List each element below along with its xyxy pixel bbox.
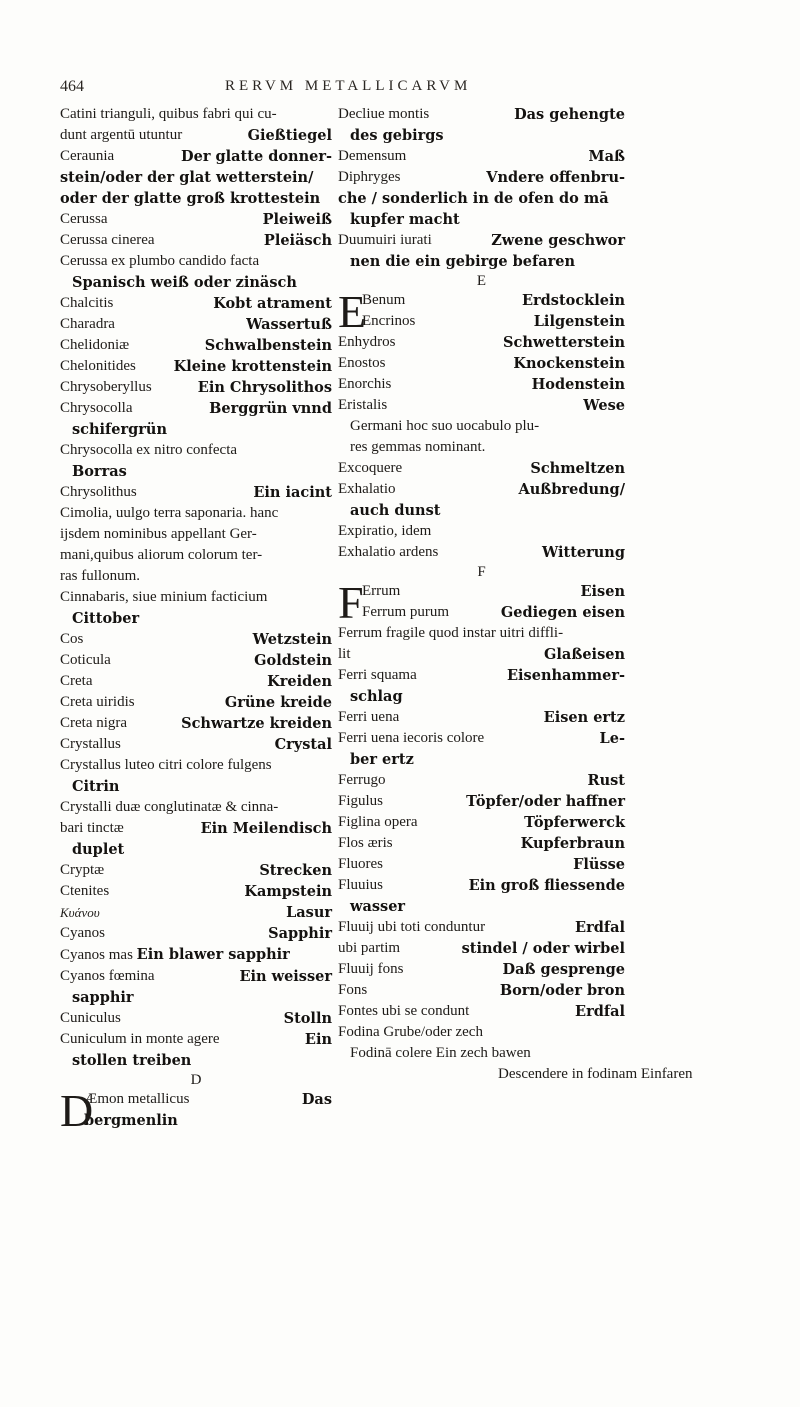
drop-cap-entry <box>338 286 625 353</box>
entry-line <box>338 644 625 665</box>
latin-term: Ferri uena iecoris colore <box>338 730 485 746</box>
entry-line <box>338 353 625 374</box>
entry-line: Ferrum fragile quod instar uitri diffli- <box>338 625 564 641</box>
drop-cap-entry <box>60 1085 332 1136</box>
entry-line <box>60 230 332 251</box>
entry-line <box>338 458 625 479</box>
latin-term: Duumuiri iurati <box>338 232 432 248</box>
german-term: Hodenstein <box>531 376 625 393</box>
entry-line <box>60 650 332 671</box>
german-continuation: sapphir <box>72 989 134 1006</box>
entry-line <box>60 944 332 966</box>
german-term: Vndere offenbru- <box>486 169 625 186</box>
entry-line <box>338 959 625 980</box>
entry-line <box>338 980 625 1001</box>
german-term: Ein blawer sapphir <box>136 946 290 963</box>
section-letter: E <box>476 273 487 289</box>
german-term: Strecken <box>259 862 332 879</box>
german-term: Stolln <box>283 1010 332 1027</box>
german-continuation: auch dunst <box>350 502 441 519</box>
german-term: Ein groß fliessende <box>468 877 625 894</box>
german-term: Wetzstein <box>252 631 332 648</box>
entry-line <box>338 707 625 728</box>
latin-term: Cerussa <box>60 211 108 227</box>
german-term: Schwalbenstein <box>204 337 332 354</box>
german-term: Goldstein <box>254 652 332 669</box>
entry-line <box>60 1008 332 1029</box>
latin-term: Enorchis <box>338 376 392 392</box>
entry-line <box>60 146 332 167</box>
entry-line: Fodina Grube/oder zech <box>338 1024 483 1040</box>
entry-line <box>338 479 625 500</box>
latin-term: Chrysolithus <box>60 484 137 500</box>
latin-term: Creta uiridis <box>60 694 135 710</box>
drop-cap: F <box>338 577 364 628</box>
german-continuation: kupfer macht <box>350 211 460 228</box>
german-term: Ein Meilendisch <box>200 820 332 837</box>
german-continuation: ber ertz <box>350 751 414 768</box>
entry-line <box>60 125 332 146</box>
latin-term: Benum <box>362 292 406 308</box>
entry-line <box>60 818 332 839</box>
entry-line <box>60 692 332 713</box>
german-term: Sapphir <box>268 925 332 942</box>
latin-term: Diphryges <box>338 169 401 185</box>
entry-line <box>338 770 625 791</box>
running-title: RERVM METALLICARVM <box>225 78 472 94</box>
latin-term: Fluuij ubi toti conduntur <box>338 919 486 935</box>
german-term: Born/oder bron <box>499 982 625 999</box>
entry-line <box>60 629 332 650</box>
german-term: Erdstocklein <box>521 292 625 309</box>
entry-line <box>338 230 625 251</box>
entry-line: Cimolia, uulgo terra saponaria. hanc <box>60 505 279 521</box>
german-term: Rust <box>587 772 625 789</box>
latin-term: Chelidoniæ <box>60 337 130 353</box>
section-letter: D <box>190 1072 202 1088</box>
german-continuation: des gebirgs <box>350 127 444 144</box>
entry-line <box>338 332 625 353</box>
entry-line <box>60 356 332 377</box>
entry-line: Crystallus luteo citri colore fulgens <box>60 757 272 773</box>
german-term: Knockenstein <box>513 355 625 372</box>
latin-term: Decliue montis <box>338 106 430 122</box>
latin-term: Chalcitis <box>60 295 114 311</box>
latin-term: Charadra <box>60 316 115 332</box>
german-term: Kreiden <box>267 673 332 690</box>
drop-cap-entry <box>338 577 625 628</box>
latin-term: bari tinctæ <box>60 820 124 836</box>
latin-term: lit <box>338 646 351 662</box>
german-term: Lasur <box>286 904 332 921</box>
entry-line: Germani hoc suo uocabulo plu- <box>350 418 540 434</box>
latin-term: Cuniculus <box>60 1010 121 1026</box>
latin-term: dunt argentū utuntur <box>60 127 183 143</box>
section-letter: F <box>477 564 486 580</box>
latin-term: Chrysocolla <box>60 400 133 416</box>
german-term: Schwartze kreiden <box>181 715 332 732</box>
german-term: Erdfal <box>575 1003 625 1020</box>
german-term: Eisen <box>580 583 625 600</box>
latin-term: Ceraunia <box>60 148 115 164</box>
german-term: Eisenhammer- <box>507 667 625 684</box>
entry-line <box>338 374 625 395</box>
right-column <box>338 104 693 1085</box>
page-header <box>60 78 620 104</box>
entry-line <box>338 1001 625 1022</box>
entry-line <box>60 293 332 314</box>
latin-term: Ferrum purum <box>362 604 450 620</box>
german-term: Glaßeisen <box>544 646 625 663</box>
latin-term: Creta <box>60 673 93 689</box>
german-term: Flüsse <box>573 856 625 873</box>
entry-line <box>338 290 625 311</box>
latin-term: Ctenites <box>60 883 110 899</box>
entry-line <box>338 665 625 686</box>
greek-term: Κυάνου <box>60 905 100 920</box>
german-continuation: wasser <box>350 898 406 915</box>
latin-term: Cerussa cinerea <box>60 232 155 248</box>
entry-line <box>338 542 625 563</box>
latin-term: Figulus <box>338 793 384 809</box>
latin-term: Encrinos <box>362 313 416 329</box>
german-term: Le- <box>599 730 625 747</box>
entry-line <box>338 854 625 875</box>
latin-term: Exhalatio ardens <box>338 544 439 560</box>
german-term: Außbredung/ <box>518 481 625 498</box>
latin-term: Æmon metallicus <box>84 1091 190 1107</box>
latin-term: Demensum <box>338 148 407 164</box>
german-term: Gediegen eisen <box>500 604 625 621</box>
entry-line <box>60 335 332 356</box>
entry-line <box>60 314 332 335</box>
latin-term: Fluuius <box>338 877 384 893</box>
german-continuation: nen die ein gebirge befaren <box>350 253 576 270</box>
german-continuation: che / sonderlich in de ofen do mā <box>338 190 609 207</box>
entry-line: Chrysocolla ex nitro confecta <box>60 442 238 458</box>
german-term: Ein iacint <box>253 484 332 501</box>
german-term: Pleiäsch <box>263 232 332 249</box>
german-term: Ein Chrysolithos <box>197 379 332 396</box>
latin-term: Cryptæ <box>60 862 105 878</box>
latin-term: Cyanos <box>60 925 105 941</box>
entry-line <box>60 860 332 881</box>
german-term: stindel / oder wirbel <box>461 940 625 957</box>
entry-line <box>338 104 625 125</box>
german-term: Kupferbraun <box>520 835 625 852</box>
german-continuation: Spanisch weiß oder zinäsch <box>72 274 297 291</box>
drop-cap: E <box>338 286 367 337</box>
german-term: Crystal <box>274 736 332 753</box>
entry-line <box>60 671 332 692</box>
german-continuation: Cittober <box>72 610 140 627</box>
entry-line <box>60 902 332 923</box>
german-term: Kobt atrament <box>213 295 332 312</box>
latin-term: Flos æris <box>338 835 393 851</box>
entry-line <box>60 923 332 944</box>
latin-term: Coticula <box>60 652 111 668</box>
german-continuation: stein/oder der glat wetterstein/ <box>60 169 314 186</box>
latin-term: Crystallus <box>60 736 121 752</box>
german-term: Lilgenstein <box>533 313 625 330</box>
entry-line <box>338 581 625 602</box>
german-term: Kampstein <box>244 883 332 900</box>
entry-line <box>338 938 625 959</box>
entry-line <box>60 966 332 987</box>
latin-term: Figlina opera <box>338 814 418 830</box>
entry-line <box>338 812 625 833</box>
latin-term: Exhalatio <box>338 481 396 497</box>
german-term: Pleiweiß <box>262 211 332 228</box>
latin-term: Chrysoberyllus <box>60 379 152 395</box>
left-column <box>60 104 332 1136</box>
entry-line: Cinnabaris, siue minium facticium <box>60 589 268 605</box>
entry-line: Descendere in fodinam Einfaren <box>498 1066 693 1082</box>
entry-line: ijsdem nominibus appellant Ger- <box>60 526 257 542</box>
german-term: Witterung <box>541 544 625 561</box>
german-continuation: bergmenlin <box>84 1112 178 1129</box>
entry-line: Expiratio, idem <box>338 523 432 539</box>
german-term: Kleine krottenstein <box>173 358 332 375</box>
entry-line <box>338 311 625 332</box>
german-term: Maß <box>588 148 625 165</box>
latin-term: Ferrugo <box>338 772 386 788</box>
latin-term: Chelonitides <box>60 358 136 374</box>
page-number: 464 <box>60 78 84 95</box>
german-term: Gießtiegel <box>247 127 332 144</box>
entry-line <box>338 395 625 416</box>
german-term: Eisen ertz <box>543 709 625 726</box>
latin-term: Fons <box>338 982 368 998</box>
latin-term: Fluores <box>338 856 383 872</box>
german-continuation: schifergrün <box>72 421 168 438</box>
entry-line <box>60 734 332 755</box>
entry-line <box>338 917 625 938</box>
latin-term: Cyanos mas <box>60 947 137 963</box>
german-continuation: schlag <box>350 688 403 705</box>
latin-term: ubi partim <box>338 940 401 956</box>
latin-term: Fontes ubi se condunt <box>338 1003 470 1019</box>
german-term: Das <box>301 1091 332 1108</box>
entry-line: Catini trianguli, quibus fabri qui cu- <box>60 106 277 122</box>
german-continuation: duplet <box>72 841 125 858</box>
entry-line <box>60 1089 332 1110</box>
entry-line <box>338 833 625 854</box>
entry-line: Crystalli duæ conglutinatæ & cinna- <box>60 799 279 815</box>
german-term: Zwene geschwor <box>491 232 625 249</box>
entry-line <box>338 146 625 167</box>
german-term: Das gehengte <box>514 106 625 123</box>
german-term: Ein weisser <box>239 968 332 985</box>
latin-term: Enostos <box>338 355 386 371</box>
german-term: Grüne kreide <box>224 694 332 711</box>
latin-term: Enhydros <box>338 334 396 350</box>
drop-cap: D <box>60 1085 94 1136</box>
latin-term: Cuniculum in monte agere <box>60 1031 220 1047</box>
german-continuation: stollen treiben <box>72 1052 192 1069</box>
german-term: Wese <box>583 397 625 414</box>
german-term: Ein <box>304 1031 332 1048</box>
german-term: Schwetterstein <box>503 334 625 351</box>
entry-line: Fodinā colere Ein zech bawen <box>350 1045 531 1061</box>
entry-line <box>60 1029 332 1050</box>
entry-line <box>60 377 332 398</box>
latin-term: Eristalis <box>338 397 388 413</box>
entry-line: res gemmas nominant. <box>350 439 486 455</box>
german-continuation: Borras <box>72 463 127 480</box>
latin-term: Errum <box>362 583 401 599</box>
latin-term: Fluuij fons <box>338 961 404 977</box>
german-term: Der glatte donner- <box>181 148 332 165</box>
entry-line <box>338 875 625 896</box>
german-continuation: oder der glatte groß krottestein <box>60 190 321 207</box>
german-term: Töpfer/oder haffner <box>466 793 625 810</box>
german-term: Schmeltzen <box>530 460 625 477</box>
entry-line: mani,quibus aliorum colorum ter- <box>60 547 263 563</box>
entry-line <box>60 482 332 503</box>
latin-term: Excoquere <box>338 460 403 476</box>
entry-line <box>338 167 625 188</box>
entry-line <box>338 791 625 812</box>
entry-line <box>60 713 332 734</box>
latin-term: Ferri uena <box>338 709 400 725</box>
entry-line <box>60 209 332 230</box>
german-term: Töpferwerck <box>524 814 625 831</box>
entry-line <box>60 398 332 419</box>
german-continuation: Citrin <box>72 778 120 795</box>
german-term: Berggrün vnnd <box>209 400 332 417</box>
entry-line <box>338 728 625 749</box>
latin-term: Cos <box>60 631 84 647</box>
latin-term: Creta nigra <box>60 715 128 731</box>
entry-line: ras fullonum. <box>60 568 140 584</box>
german-term: Daß gesprenge <box>502 961 625 978</box>
entry-line: Cerussa ex plumbo candido facta <box>60 253 260 269</box>
latin-term: Cyanos fœmina <box>60 968 155 984</box>
german-term: Erdfal <box>575 919 625 936</box>
entry-line <box>60 881 332 902</box>
latin-term: Ferri squama <box>338 667 417 683</box>
entry-line <box>338 602 625 623</box>
german-term: Wassertuß <box>246 316 332 333</box>
